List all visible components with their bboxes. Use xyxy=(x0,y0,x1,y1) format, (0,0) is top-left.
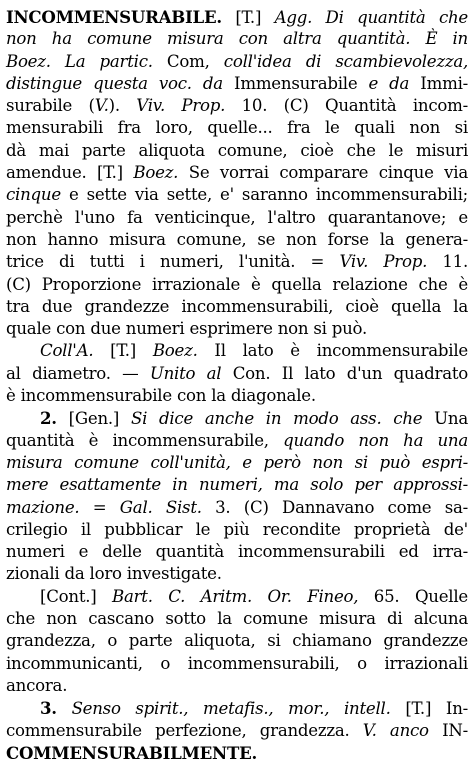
text-line xyxy=(6,207,468,229)
italic-text: e da xyxy=(368,73,410,93)
text-line xyxy=(6,95,468,117)
italic-text: Viv. Prop. xyxy=(136,96,226,116)
italic-text: cinque xyxy=(6,185,61,205)
text-segment: IN- xyxy=(428,720,468,740)
text-segment: Il lato è incommensurabile xyxy=(197,341,468,361)
sense-number: 3. xyxy=(40,698,57,719)
text-segment: al diametro. — xyxy=(6,363,150,383)
text-segment: zionali da loro investigate. xyxy=(6,564,222,584)
text-line xyxy=(6,184,468,206)
text-segment: quantità è incommensurabile, xyxy=(6,430,284,450)
text-line xyxy=(6,497,468,519)
italic-text: Boez. xyxy=(152,341,198,361)
headword: COMMENSURABILMENTE. xyxy=(6,742,257,763)
text-segment: surabile ( xyxy=(6,96,95,116)
text-line xyxy=(6,742,468,764)
text-segment: Con. Il lato d'un quadrato xyxy=(221,363,468,383)
text-segment: quale con due numeri esprimere non si può. xyxy=(6,319,367,339)
text-line xyxy=(6,675,468,697)
italic-text: non ha comune misura con altra quantità. È in xyxy=(6,29,468,49)
text-line xyxy=(6,274,468,296)
text-segment: che non cascano sotto la comune misura di alcuna xyxy=(6,609,468,629)
italic-text: coll'idea di scambievolezza, xyxy=(223,51,468,71)
text-segment: Com, xyxy=(152,51,224,71)
sense-number: 2. xyxy=(40,408,57,429)
text-segment: e sette via sette, e' saranno incommensurabili; xyxy=(60,185,468,205)
text-line xyxy=(6,117,468,139)
text-line xyxy=(6,140,468,162)
text-line xyxy=(6,296,468,318)
text-line xyxy=(6,563,468,585)
text-segment: incommunicanti, o incommensurabili, o irrazionali xyxy=(6,653,468,673)
text-line xyxy=(6,697,468,719)
text-segment: ancora. xyxy=(6,675,68,695)
text-segment: dà mai parte aliquota comune, cioè che le misuri xyxy=(6,140,468,160)
text-segment: [T.] In- xyxy=(390,699,468,719)
text-line xyxy=(6,318,468,340)
text-segment: numeri e delle quantità incommensurabili ed irra- xyxy=(6,542,468,562)
text-line xyxy=(6,630,468,652)
text-segment: Immi- xyxy=(409,73,468,93)
text-segment: [Cont.] xyxy=(40,586,113,606)
text-segment: ). xyxy=(108,96,137,116)
text-segment: 3. (C) Dannavano come sa- xyxy=(201,497,468,517)
italic-text: Bart. C. Aritm. Or. Fineo, xyxy=(112,586,359,606)
italic-text: Senso spirit., metafis., mor., intell. xyxy=(71,699,391,719)
text-line xyxy=(6,519,468,541)
text-line xyxy=(6,452,468,474)
text-segment: [T.] xyxy=(93,341,153,361)
text-line xyxy=(6,653,468,675)
text-segment: Immensurabile xyxy=(222,73,369,93)
text-segment: è incommensurabile con la diagonale. xyxy=(6,386,316,406)
italic-text: V. anco xyxy=(362,720,429,740)
text-segment: Se vorrai comparare cinque via xyxy=(178,163,468,183)
text-line xyxy=(6,586,468,608)
text-line xyxy=(6,720,468,742)
text-segment: [T.] xyxy=(221,8,275,27)
text-line xyxy=(6,340,468,362)
text-segment: non hanno misura comune, se non forse la genera- xyxy=(6,229,468,249)
italic-text: V. xyxy=(94,96,109,116)
text-segment: crilegio il pubblicar le più recondite proprietà de' xyxy=(6,519,468,539)
text-line xyxy=(6,407,468,429)
text-segment: Una xyxy=(422,409,468,429)
italic-text: Boez. La partic. xyxy=(6,51,153,71)
text-segment: [Gen.] xyxy=(56,409,131,429)
italic-text: Si dice anche in modo ass. che xyxy=(130,409,423,429)
text-segment: perchè l'uno fa venticinque, l'altro quarantanove; e xyxy=(6,207,468,227)
italic-text: quando non ha una xyxy=(283,430,468,450)
italic-text: misura comune coll'unità, e però non si può espri- xyxy=(6,452,468,472)
text-segment: grandezza, o parte aliquota, si chiamano grandezze xyxy=(6,631,468,651)
text-line xyxy=(6,6,468,28)
italic-text: Viv. Prop. xyxy=(339,252,428,272)
text-segment: commensurabile perfezione, grandezza. xyxy=(6,720,363,740)
text-line xyxy=(6,251,468,273)
italic-text: Agg. Di quantità che xyxy=(274,8,468,27)
text-segment: trice di tutti i numeri, l'unità. = xyxy=(6,252,340,272)
italic-text: distingue questa voc. da xyxy=(6,73,223,93)
headword: INCOMMENSURABILE. xyxy=(6,7,222,27)
italic-text: Coll'A. xyxy=(40,341,94,361)
text-line xyxy=(6,162,468,184)
text-line xyxy=(6,28,468,50)
italic-text: mazione. = Gal. Sist. xyxy=(6,497,202,517)
text-line xyxy=(6,430,468,452)
text-line xyxy=(6,474,468,496)
text-segment: amendue. [T.] xyxy=(6,163,134,183)
text-line xyxy=(6,541,468,563)
text-line xyxy=(6,229,468,251)
text-segment: tra due grandezze incommensurabili, cioè quella la xyxy=(6,296,468,316)
italic-text: Unito al xyxy=(149,363,222,383)
text-line xyxy=(6,51,468,73)
text-segment: 65. Quelle xyxy=(358,586,468,606)
text-segment: 10. (C) Quantità incom- xyxy=(225,96,468,116)
text-line xyxy=(6,608,468,630)
dictionary-entry xyxy=(6,6,468,763)
text-line xyxy=(6,73,468,95)
text-line xyxy=(6,385,468,407)
text-segment: mensurabili fra loro, quelle... fra le quali non si xyxy=(6,118,468,138)
italic-text: mere esattamente in numeri, ma solo per approssi- xyxy=(6,475,468,495)
text-segment xyxy=(57,699,72,718)
text-line xyxy=(6,363,468,385)
italic-text: Boez. xyxy=(133,163,179,183)
text-segment: 11. xyxy=(427,252,468,272)
text-segment: (C) Proporzione irrazionale è quella relazione che è xyxy=(6,274,468,294)
